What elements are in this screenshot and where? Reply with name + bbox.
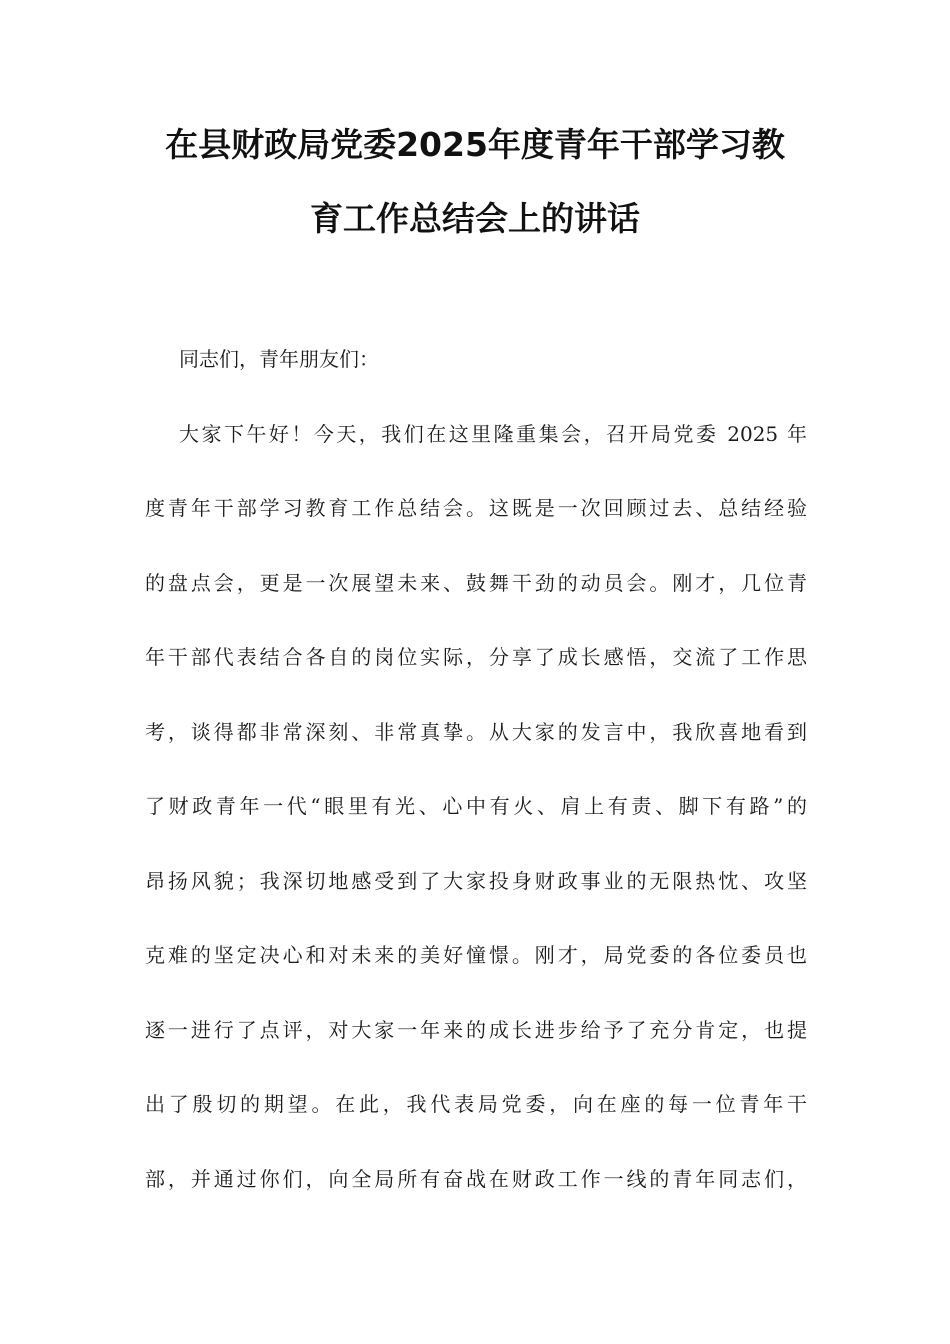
paragraph-line: 度青年干部学习教育工作总结会。这既是一次回顾过去、总结经验 bbox=[145, 496, 807, 520]
paragraph-line: 部，并通过你们，向全局所有奋战在财政工作一线的青年同志们， bbox=[145, 1166, 807, 1191]
document-title bbox=[145, 108, 805, 256]
title-line-1: 在县财政局党委2025年度青年干部学习教 bbox=[165, 125, 785, 164]
paragraph bbox=[145, 397, 807, 1217]
title-line-2: 育工作总结会上的讲话 bbox=[310, 199, 640, 238]
paragraph-line: 的盘点会，更是一次展望未来、鼓舞干劲的动员会。刚才，几位青 bbox=[145, 570, 807, 595]
paragraph-line: 昂扬风貌；我深切地感受到了大家投身财政事业的无限热忱、攻坚 bbox=[145, 868, 807, 893]
paragraph-line: 年干部代表结合各自的岗位实际，分享了成长感悟，交流了工作思 bbox=[145, 645, 807, 669]
document-body bbox=[145, 322, 807, 1216]
paragraph-line: 了财政青年一代“眼里有光、心中有火、肩上有责、脚下有路”的 bbox=[145, 794, 807, 818]
paragraph-line: 逐一进行了点评，对大家一年来的成长进步给予了充分肯定，也提 bbox=[145, 1017, 807, 1042]
salutation: 同志们，青年朋友们： bbox=[179, 347, 379, 371]
paragraph-line: 考，谈得都非常深刻、非常真挚。从大家的发言中，我欣喜地看到 bbox=[145, 719, 807, 744]
paragraph-line: 出了殷切的期望。在此，我代表局党委，向在座的每一位青年干 bbox=[145, 1092, 807, 1116]
paragraph-line: 克难的坚定决心和对未来的美好憧憬。刚才，局党委的各位委员也 bbox=[145, 943, 807, 967]
paragraph-line: 大家下午好！今天，我们在这里隆重集会，召开局党委 2025 年 bbox=[179, 421, 807, 446]
